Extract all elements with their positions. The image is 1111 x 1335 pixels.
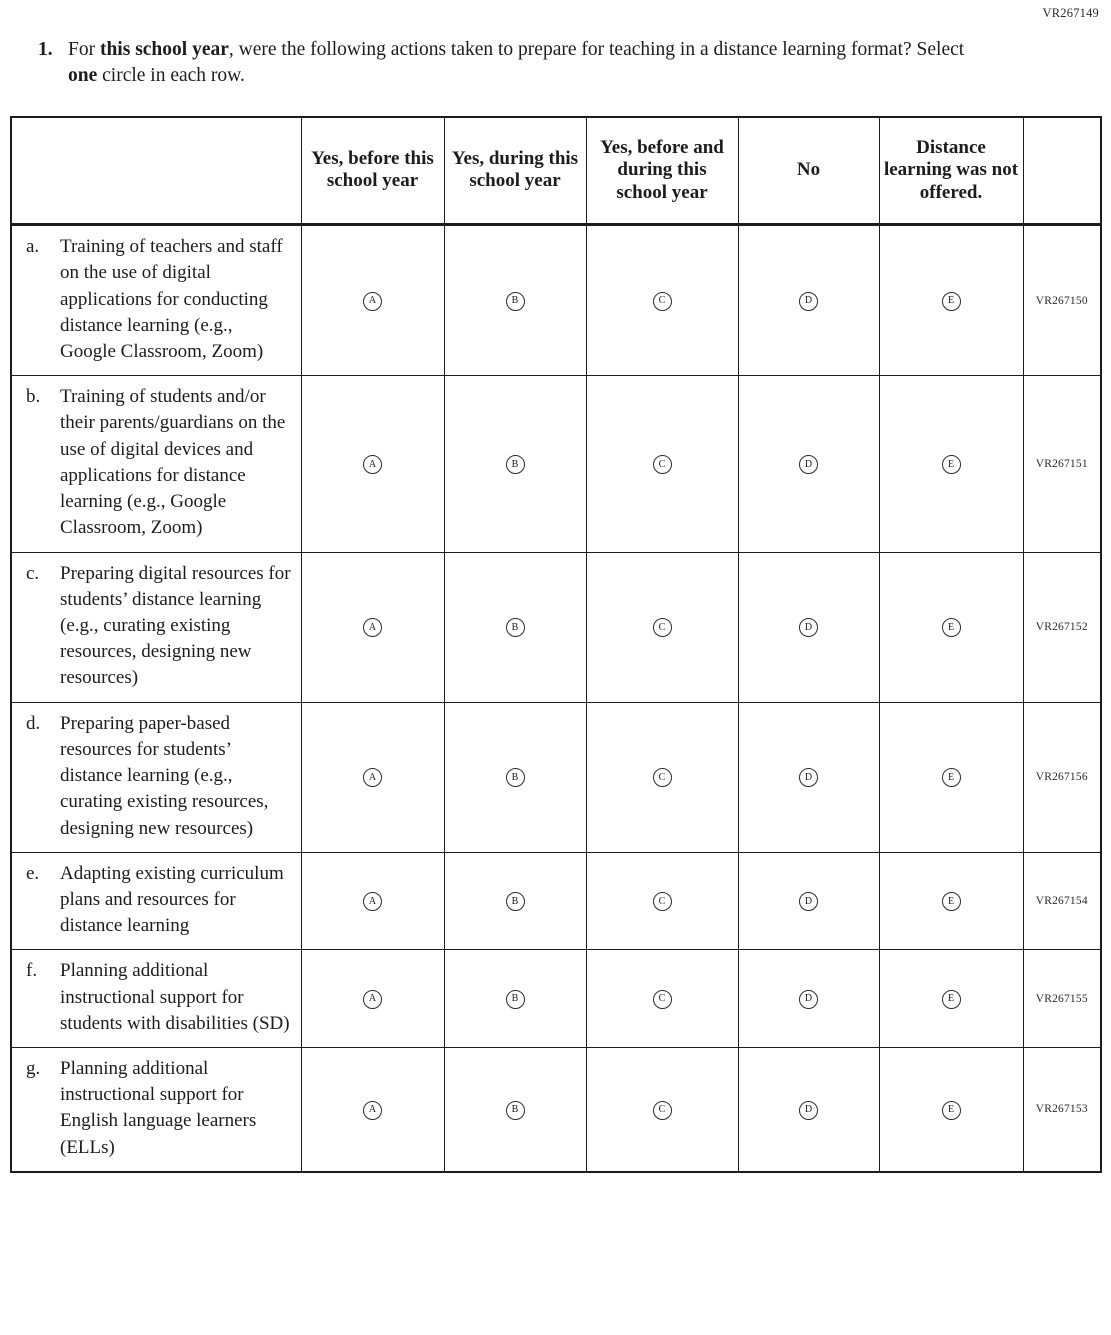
row-letter: f. — [26, 960, 38, 982]
option-cell-B — [444, 950, 586, 1048]
answer-bubble-d-E[interactable]: E — [942, 768, 961, 787]
code-column-header-cell — [1023, 117, 1101, 225]
answer-bubble-f-E[interactable]: E — [942, 990, 961, 1009]
row-code: VR267150 — [1023, 225, 1101, 376]
option-cell-E — [879, 225, 1023, 376]
option-cell-A — [301, 852, 444, 950]
answer-bubble-f-B[interactable]: B — [506, 990, 525, 1009]
row-label-header-cell — [11, 117, 301, 225]
option-cell-A — [301, 376, 444, 552]
answer-bubble-c-C[interactable]: C — [653, 618, 672, 637]
row-label-text: Training of students and/or their parents/guardians on the use of digital devices and applications for distance learning (e.g., Google Classroom, Zoom) — [60, 386, 286, 539]
row-label-text: Planning additional instructional support for English language learners (ELLs) — [60, 1058, 257, 1158]
answer-bubble-f-D[interactable]: D — [799, 990, 818, 1009]
column-header-A: Yes, before this school year — [301, 117, 444, 225]
row-label — [11, 552, 301, 702]
answer-bubble-e-E[interactable]: E — [942, 892, 961, 911]
column-header-E: Distance learning was not offered. — [879, 117, 1023, 225]
option-cell-A — [301, 552, 444, 702]
answer-bubble-g-A[interactable]: A — [363, 1101, 382, 1120]
row-label — [11, 376, 301, 552]
response-table — [10, 116, 1102, 1173]
option-cell-E — [879, 376, 1023, 552]
table-row-c — [11, 552, 1101, 702]
option-cell-C — [586, 225, 738, 376]
answer-bubble-a-D[interactable]: D — [799, 292, 818, 311]
option-cell-E — [879, 1048, 1023, 1172]
column-header-B: Yes, during this school year — [444, 117, 586, 225]
option-cell-C — [586, 1048, 738, 1172]
answer-bubble-b-C[interactable]: C — [653, 455, 672, 474]
row-letter: a. — [26, 236, 40, 258]
answer-bubble-g-B[interactable]: B — [506, 1101, 525, 1120]
answer-bubble-g-D[interactable]: D — [799, 1101, 818, 1120]
row-code: VR267155 — [1023, 950, 1101, 1048]
row-label-text: Adapting existing curriculum plans and resources for distance learning — [60, 862, 284, 937]
option-cell-D — [738, 552, 879, 702]
row-label — [11, 225, 301, 376]
option-cell-C — [586, 950, 738, 1048]
option-cell-E — [879, 702, 1023, 852]
question-plain-text: For — [68, 39, 100, 60]
option-cell-D — [738, 225, 879, 376]
answer-bubble-d-B[interactable]: B — [506, 768, 525, 787]
option-cell-C — [586, 552, 738, 702]
answer-bubble-d-D[interactable]: D — [799, 768, 818, 787]
answer-bubble-a-B[interactable]: B — [506, 292, 525, 311]
option-cell-C — [586, 852, 738, 950]
option-cell-D — [738, 702, 879, 852]
row-letter: g. — [26, 1058, 41, 1080]
answer-bubble-b-D[interactable]: D — [799, 455, 818, 474]
question-number: 1. — [38, 39, 53, 60]
table-row-g — [11, 1048, 1101, 1172]
table-row-f — [11, 950, 1101, 1048]
answer-bubble-f-C[interactable]: C — [653, 990, 672, 1009]
answer-bubble-e-D[interactable]: D — [799, 892, 818, 911]
option-cell-D — [738, 852, 879, 950]
option-cell-B — [444, 1048, 586, 1172]
option-cell-A — [301, 950, 444, 1048]
option-cell-D — [738, 1048, 879, 1172]
answer-bubble-b-A[interactable]: A — [363, 455, 382, 474]
option-cell-A — [301, 702, 444, 852]
column-header-D: No — [738, 117, 879, 225]
row-label — [11, 1048, 301, 1172]
question-bold-text: one — [68, 65, 98, 87]
answer-bubble-f-A[interactable]: A — [363, 990, 382, 1009]
question-text — [68, 39, 964, 86]
option-cell-B — [444, 852, 586, 950]
answer-bubble-a-A[interactable]: A — [363, 292, 382, 311]
answer-bubble-g-C[interactable]: C — [653, 1101, 672, 1120]
answer-bubble-e-B[interactable]: B — [506, 892, 525, 911]
answer-bubble-a-C[interactable]: C — [653, 292, 672, 311]
answer-bubble-b-E[interactable]: E — [942, 455, 961, 474]
option-cell-B — [444, 552, 586, 702]
option-cell-A — [301, 225, 444, 376]
option-cell-D — [738, 950, 879, 1048]
row-label — [11, 852, 301, 950]
column-header-C: Yes, before and during this school year — [586, 117, 738, 225]
answer-bubble-d-C[interactable]: C — [653, 768, 672, 787]
answer-bubble-c-E[interactable]: E — [942, 618, 961, 637]
option-cell-B — [444, 702, 586, 852]
option-cell-E — [879, 950, 1023, 1048]
option-cell-C — [586, 376, 738, 552]
row-code: VR267156 — [1023, 702, 1101, 852]
row-label-text: Planning additional instructional support for students with disabilities (SD) — [60, 960, 290, 1034]
option-cell-E — [879, 552, 1023, 702]
answer-bubble-c-D[interactable]: D — [799, 618, 818, 637]
question-plain-text: , were the following actions taken to prepare for teaching in a distance learning format? Select — [228, 39, 965, 60]
answer-bubble-e-C[interactable]: C — [653, 892, 672, 911]
answer-bubble-c-A[interactable]: A — [363, 618, 382, 637]
row-letter: e. — [26, 862, 40, 884]
row-letter: d. — [26, 712, 41, 734]
option-cell-B — [444, 225, 586, 376]
row-code: VR267152 — [1023, 552, 1101, 702]
option-cell-C — [586, 702, 738, 852]
answer-bubble-a-E[interactable]: E — [942, 292, 961, 311]
row-label-text: Preparing paper-based resources for students’ distance learning (e.g., curating existing resources, designing new resources) — [60, 712, 269, 839]
question-bold-text: this school year — [99, 39, 229, 60]
row-code: VR267153 — [1023, 1048, 1101, 1172]
row-label — [11, 950, 301, 1048]
answer-bubble-b-B[interactable]: B — [506, 455, 525, 474]
row-label — [11, 702, 301, 852]
row-letter: c. — [26, 562, 40, 584]
answer-bubble-g-E[interactable]: E — [942, 1101, 961, 1120]
option-cell-D — [738, 376, 879, 552]
row-code: VR267154 — [1023, 852, 1101, 950]
option-cell-E — [879, 852, 1023, 950]
question-block — [10, 37, 1101, 90]
option-cell-B — [444, 376, 586, 552]
answer-bubble-d-A[interactable]: A — [363, 768, 382, 787]
form-code: VR267149 — [1042, 6, 1099, 20]
row-letter: b. — [26, 386, 41, 408]
option-cell-A — [301, 1048, 444, 1172]
row-label-text: Preparing digital resources for students’ distance learning (e.g., curating existing resources, designing new resources) — [60, 562, 291, 689]
table-row-b — [11, 376, 1101, 552]
table-row-d — [11, 702, 1101, 852]
answer-bubble-c-B[interactable]: B — [506, 618, 525, 637]
row-code: VR267151 — [1023, 376, 1101, 552]
table-row-e — [11, 852, 1101, 950]
answer-bubble-e-A[interactable]: A — [363, 892, 382, 911]
table-row-a — [11, 225, 1101, 376]
table-header-row — [11, 117, 1101, 225]
row-label-text: Training of teachers and staff on the use of digital applications for conducting distance learning (e.g., Google Classroom, Zoom) — [60, 236, 283, 362]
question-plain-text: circle in each row. — [97, 65, 245, 87]
